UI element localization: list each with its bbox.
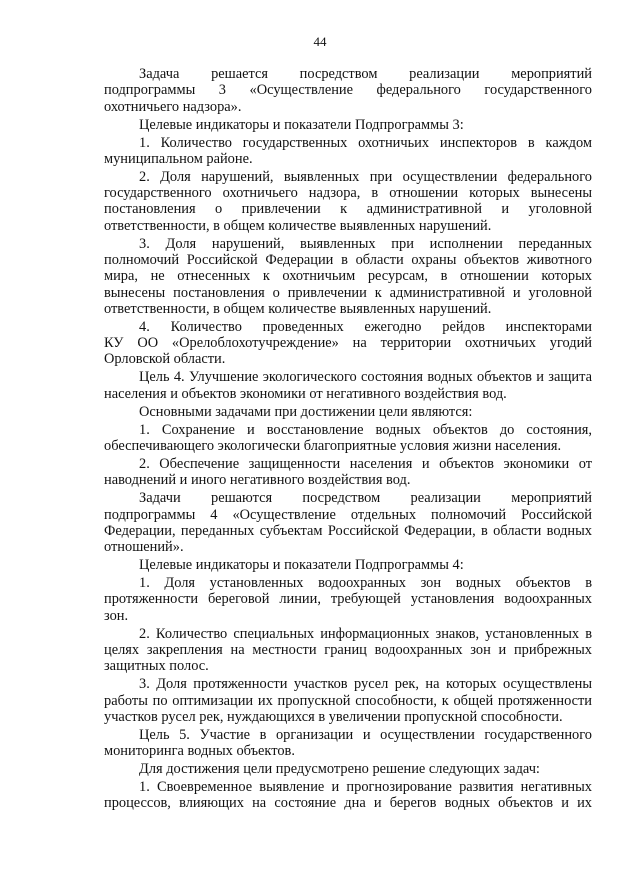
paragraph-line: 3. Доля протяженности участков русел рек, на которых осуществлены (139, 676, 592, 693)
paragraph-line: мониторинга водных объектов. (104, 743, 295, 760)
paragraph-line: Основными задачами при достижении цели являются: (139, 403, 473, 420)
paragraph-line: Задачи решаются посредством реализации мероприятий (139, 490, 592, 507)
paragraph (104, 169, 592, 234)
paragraph-line: Задача решается посредством реализации мероприятий (139, 66, 592, 82)
paragraph-line: наводнений и иного негативного воздействия вод. (104, 472, 411, 489)
paragraph (104, 135, 592, 168)
paragraph (104, 456, 592, 489)
paragraph-line: 4. Количество проведенных ежегодно рейдов инспекторами (139, 318, 592, 335)
paragraph-line: 2. Количество специальных информационных знаков, установленных в (139, 625, 592, 642)
paragraph-line: государственного охотничьего надзора, в отношении которых вынесены (104, 185, 592, 202)
paragraph (104, 676, 592, 725)
paragraph-line: отношений». (104, 539, 184, 556)
paragraph-line: Федерации, переданных субъектам Российской Федерации, в области водных (104, 522, 592, 539)
paragraph-line: обеспечивающего экологически благоприятные условия жизни населения. (104, 438, 562, 455)
paragraph-line: целях закрепления на местности границ водоохранных зон и прибрежных (104, 642, 592, 659)
paragraph-line: Цель 5. Участие в организации и осуществлении государственного (139, 726, 592, 743)
paragraph-line: мира, не отнесенных к охотничьим ресурсам, в отношении которых (104, 268, 592, 285)
paragraph (104, 319, 592, 368)
paragraph (104, 626, 592, 675)
paragraph-line: 1. Количество государственных охотничьих инспекторов в каждом (139, 134, 592, 151)
paragraph-line: Целевые индикаторы и показатели Подпрограммы 4: (139, 557, 464, 574)
paragraph-line: КУ ОО «Орелоблохотучреждение» на территории охотничьих угодий (104, 335, 592, 352)
paragraph (104, 727, 592, 760)
paragraph-line: полномочий Российской Федерации в области охраны объектов животного (104, 252, 592, 269)
paragraph (104, 779, 592, 812)
paragraph (104, 66, 592, 115)
paragraph-line: 2. Доля нарушений, выявленных при осуществлении федерального (139, 168, 592, 185)
paragraph-line: работы по оптимизации их пропускной способности, к общей протяженности (104, 692, 592, 709)
paragraph-line: подпрограммы 3 «Осуществление федерального государственного (104, 82, 592, 99)
paragraph-line: 1. Доля установленных водоохранных зон водных объектов в (139, 575, 592, 592)
paragraph-line: вынесены постановления о привлечении к административной и уголовной (104, 284, 592, 301)
paragraph-line: 2. Обеспечение защищенности населения и объектов экономики от (139, 456, 592, 473)
paragraph-line: охотничьего надзора». (104, 98, 242, 115)
paragraph-line: постановления о привлечении к административной и уголовной (104, 201, 592, 218)
paragraph-line: Целевые индикаторы и показатели Подпрограммы 3: (139, 116, 464, 133)
paragraph (104, 369, 592, 402)
paragraph-line: защитных полос. (104, 658, 209, 675)
paragraph (104, 422, 592, 455)
paragraph (104, 575, 592, 624)
paragraph-line: протяженности береговой линии, требующей установления водоохранных (104, 591, 592, 608)
paragraph-line: ответственности, в общем количестве выявленных нарушений. (104, 300, 492, 317)
paragraph-line: 1. Сохранение и восстановление водных объектов до состояния, (139, 421, 592, 438)
paragraph (104, 761, 592, 777)
paragraph-line: населения и объектов экономики от негативного воздействия вод. (104, 385, 507, 402)
paragraph (104, 557, 592, 573)
paragraph-line: Для достижения цели предусмотрено решение следующих задач: (139, 761, 540, 778)
page-number: 44 (313, 34, 327, 49)
paragraph-line: участков русел рек, нуждающихся в увеличении пропускной способности. (104, 708, 563, 725)
paragraph (104, 236, 592, 317)
paragraph-line: подпрограммы 4 «Осуществление отдельных полномочий Российской (104, 506, 592, 523)
paragraph-line: зон. (104, 607, 129, 624)
paragraph (104, 404, 592, 420)
paragraph (104, 117, 592, 133)
paragraph-line: процессов, влияющих на состояние дна и берегов водных объектов и их (104, 795, 592, 812)
paragraph-line: Орловской области. (104, 351, 226, 368)
paragraph-line: ответственности, в общем количестве выявленных нарушений. (104, 217, 492, 234)
paragraph-line: Цель 4. Улучшение экологического состояния водных объектов и защита (139, 369, 592, 386)
paragraph-line: 1. Своевременное выявление и прогнозирование развития негативных (139, 779, 592, 796)
paragraph (104, 490, 592, 555)
paragraph-line: муниципальном районе. (104, 150, 253, 167)
paragraph-line: 3. Доля нарушений, выявленных при исполнении переданных (139, 235, 592, 252)
document-body (104, 66, 592, 813)
